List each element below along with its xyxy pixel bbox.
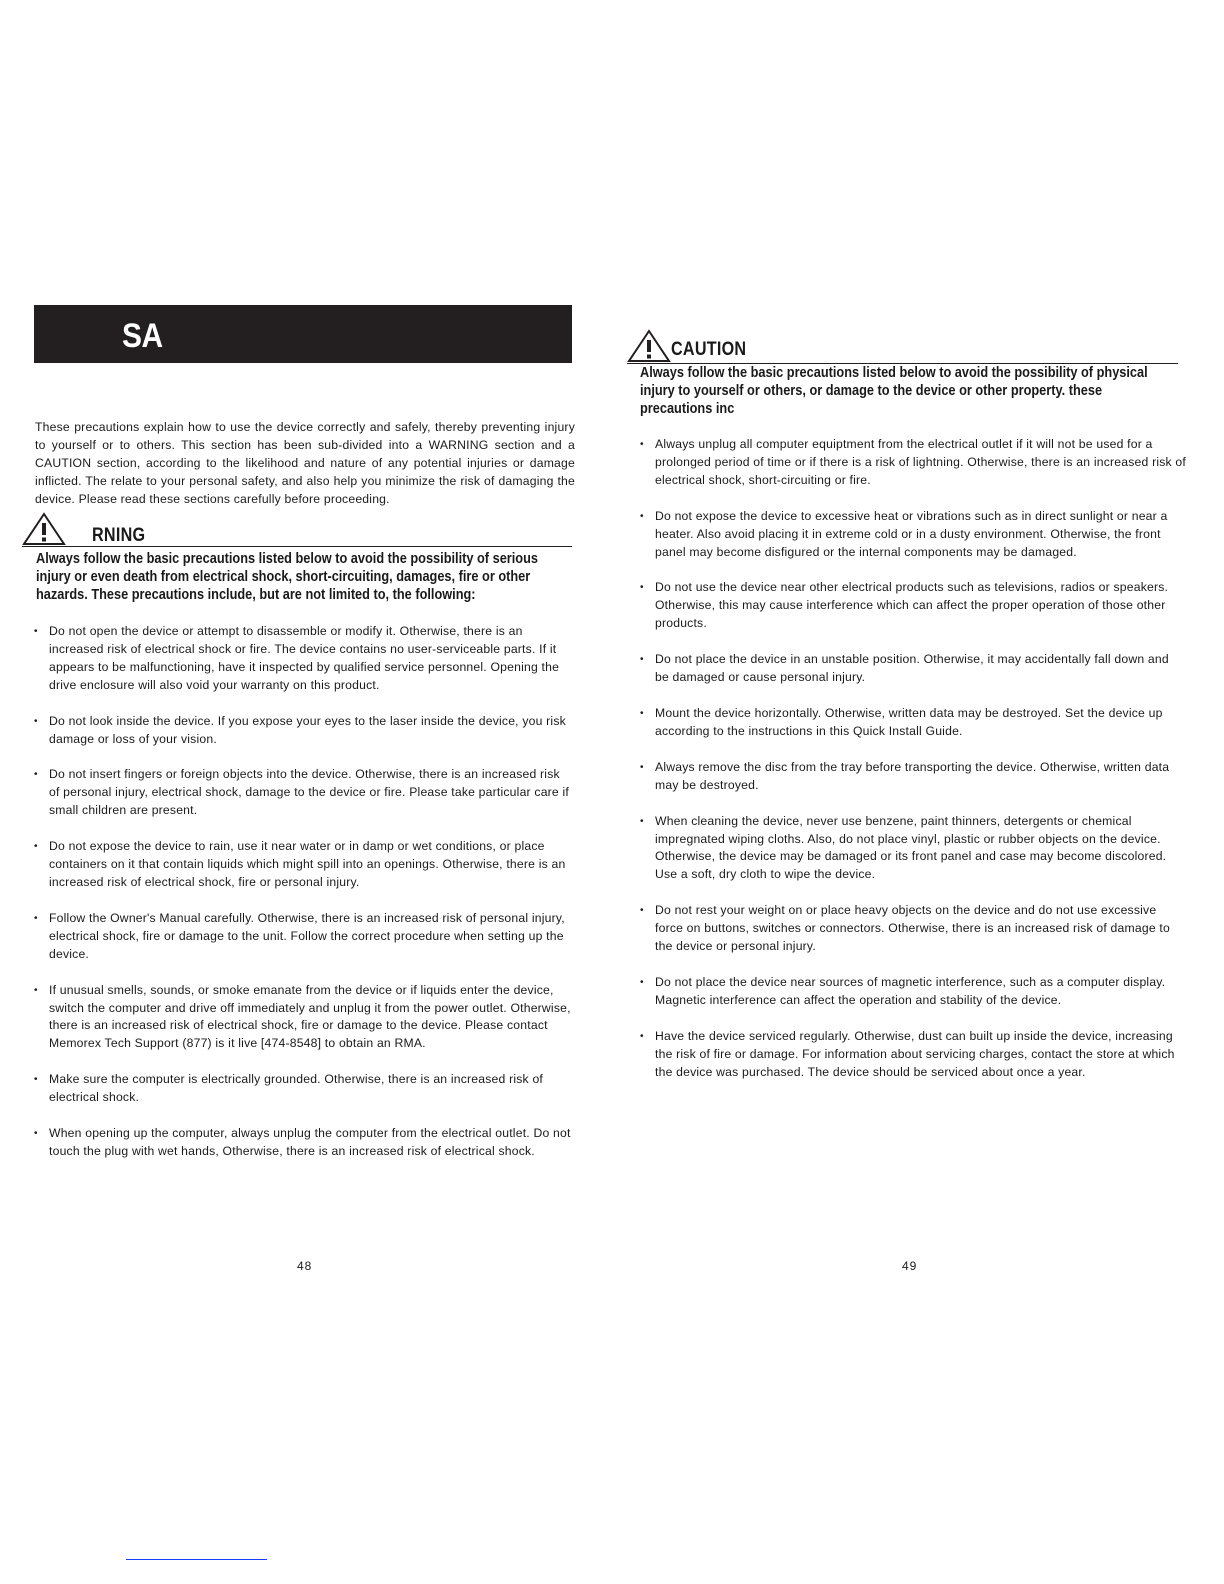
bullet-dot: • xyxy=(34,841,38,853)
bullet-dot: • xyxy=(640,976,644,988)
list-item: • Do not open the device or attempt to disassemble or modify it. Otherwise, there is an increased risk of electrical shock or fire. The device contains no user-serviceable parts. If it appears to be malfunctioning, have it inspected by qualified service personnel. Opening the drive enclosure will also void your warranty on this product. xyxy=(34,624,560,692)
caution-lead-text: Always follow the basic precautions listed below to avoid the possibility of physical injury to yourself or others, or damage to the device or other property. these precautions inc xyxy=(640,365,1148,417)
bullet-dot: • xyxy=(640,439,644,450)
bullet-dot: • xyxy=(34,1074,38,1086)
list-item: • Do not rest your weight on or place heavy objects on the device and do not use excessive force on buttons, switches or connectors. Otherwise, there is an increased risk of damage to the device or personal injury. xyxy=(640,903,1170,954)
warning-lead-text: Always follow the basic precautions listed below to avoid the possibility of serious injury or even death from electrical shock, short-circuiting, damages, fire or other hazards. These precautions include, but are not limited to, the following: xyxy=(36,551,538,603)
list-item: • Mount the device horizontally. Otherwise, written data may be destroyed. Set the device up according to the instructions in this Quick Install Guide. xyxy=(640,705,1163,738)
caution-heading-label: CAUTION xyxy=(671,339,747,360)
right-page xyxy=(612,0,1224,1584)
bullet-dot: • xyxy=(640,707,644,719)
list-item: • Follow the Owner's Manual carefully. Otherwise, there is an increased risk of personal injury, electrical shock, fire or damage to the unit. Follow the correct procedure when setting up the device. xyxy=(34,910,565,961)
section-title-bar xyxy=(34,305,572,363)
bullet-dot: • xyxy=(640,582,644,594)
list-item: • If unusual smells, sounds, or smoke emanate from the device or if liquids enter the device, switch the computer and drive off immediately and unplug it from the power outlet. Otherwise, there is an increased risk of electrical shock, fire or damage to the device. Please contact Memorex Tech Support (877) is it live [474-8548] to obtain an RMA. xyxy=(34,982,571,1051)
bullet-dot: • xyxy=(640,1030,644,1042)
list-item: • Always remove the disc from the tray before transporting the device. Otherwise, written data may be destroyed. xyxy=(640,759,1170,792)
warning-bullet-list xyxy=(32,623,572,1179)
intro-paragraph: These precautions explain how to use the device correctly and safely, thereby preventing injury to yourself or to others. This section has been sub-divided into a WARNING section and a CAUTION section, according to the likelihood and nature of any potential injuries or damage inflicted. The relate to your personal safety, and also help you minimize the risk of damaging the device. Please read these sections carefully before proceeding. xyxy=(35,420,575,506)
page-number: 48 xyxy=(297,1259,313,1273)
list-item: • Make sure the computer is electrically grounded. Otherwise, there is an increased risk of electrical shock. xyxy=(34,1072,544,1105)
footer-link-underline[interactable] xyxy=(126,1559,267,1560)
list-item: • Do not place the device in an unstable position. Otherwise, it may accidentally fall down and be damaged or cause personal injury. xyxy=(640,652,1169,685)
list-item: • When opening up the computer, always unplug the computer from the electrical outlet. Do not touch the plug with wet hands, Otherwise, there is an increased risk of electrical shock. xyxy=(34,1126,571,1158)
bullet-dot: • xyxy=(640,815,644,827)
section-title: SA xyxy=(122,317,163,355)
caution-bullet-list xyxy=(638,436,1186,1099)
list-item: • Have the device serviced regularly. Otherwise, dust can built up inside the device, increasing the risk of fire or damage. For information about servicing charges, contact the store at which the device was purchased. The device should be serviced about once a year. xyxy=(640,1028,1175,1079)
bullet-dot: • xyxy=(640,654,644,666)
page-number: 49 xyxy=(902,1259,918,1273)
caution-triangle-icon xyxy=(627,329,671,368)
list-item: • Always unplug all computer equiptment from the electrical outlet if it will not be used for a prolonged period of time or if there is a risk of lightning. Otherwise, there is an increased risk of electrical shock, short-circuiting or fire. xyxy=(640,437,1186,487)
bullet-dot: • xyxy=(640,510,644,522)
warning-heading xyxy=(22,510,572,547)
list-item: • Do not insert fingers or foreign objects into the device. Otherwise, there is an increased risk of personal injury, electrical shock, damage to the device or fire. Please take particular care if small children are present. xyxy=(34,767,569,818)
warning-triangle-icon xyxy=(22,512,66,551)
list-item: • Do not expose the device to rain, use it near water or in damp or wet conditions, or place containers on it that contain liquids which might spill into an openings. Otherwise, there is an increased risk of electrical shock, fire or personal injury. xyxy=(34,839,566,889)
bullet-dot: • xyxy=(640,905,644,917)
bullet-dot: • xyxy=(34,984,38,996)
bullet-dot: • xyxy=(34,769,38,781)
list-item: • Do not use the device near other electrical products such as televisions, radios or speakers. Otherwise, this may cause interference which can affect the proper operation of those other products. xyxy=(640,580,1169,631)
bullet-dot: • xyxy=(34,912,38,924)
warning-heading-label: RNING xyxy=(92,525,146,546)
caution-heading xyxy=(627,327,1178,364)
list-item: • When cleaning the device, never use benzene, paint thinners, detergents or chemical impregnated wiping cloths. Also, do not place vinyl, plastic or rubber objects on the device. Otherwise, the device may be damaged or its front panel and case may become discolored. Use a soft, dry cloth to wipe the device. xyxy=(640,813,1167,882)
bullet-dot: • xyxy=(34,1128,38,1140)
list-item: • Do not expose the device to excessive heat or vibrations such as in direct sunlight or near a heater. Also avoid placing it in extreme cold or in a dusty environment. Otherwise, the front panel may become disfigured or the internal components may be damaged. xyxy=(640,508,1168,559)
list-item: • Do not look inside the device. If you expose your eyes to the laser inside the device, you risk damage or loss of your vision. xyxy=(34,713,566,746)
bullet-dot: • xyxy=(34,626,38,637)
bullet-dot: • xyxy=(34,715,38,727)
bullet-dot: • xyxy=(640,761,644,773)
list-item: • Do not place the device near sources of magnetic interference, such as a computer display. Magnetic interference can affect the operation and stability of the device. xyxy=(640,974,1166,1007)
